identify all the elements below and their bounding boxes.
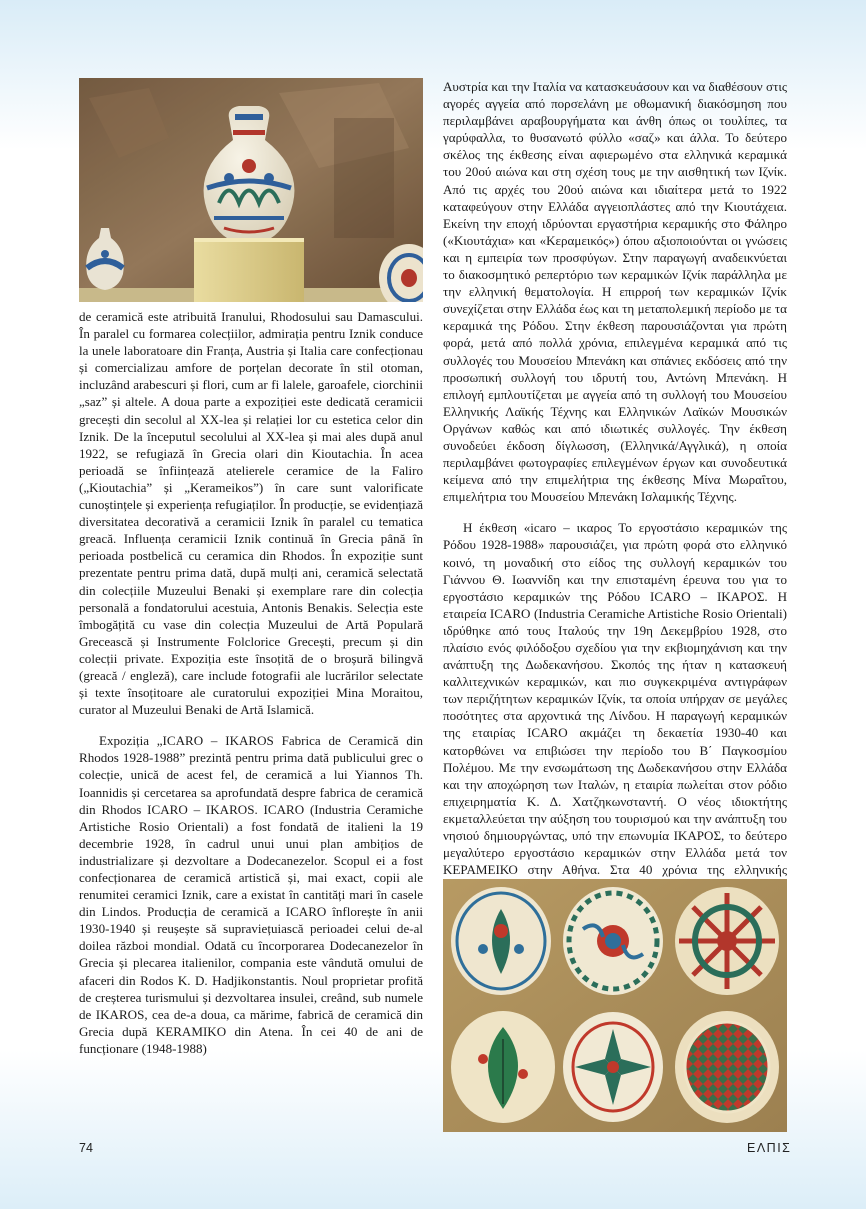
left-paragraph-1: de ceramică este atribuită Iranului, Rhodosului sau Damascului. În paralel cu formarea colecțiilor, admirația pentru Iznik conduce la unele laboratoare din Franța, Austria și Italia care confecționau și comercializau amfore de porțelan decorate în stil otoman, incluzând arabescuri și flori, cum ar fi lalele, garoafele, ciorchinii „saz” și altele. A doua parte a expoziției este dedicată ceramicii grecești din secolul al XX-lea și relației lor cu estetica celor din Iznik. De la începutul secolului al XX-lea și mai ales după anul 1922, se refugiază în Grecia olari din Kioutachia. În acea perioadă se înființează atelierele ceramice de la Faliro („Kioutachia” și „Kerameikos”) în care sunt valorificate cunoștințele și experiența refugiaților. În producție, se evidențiază diversitatea decorativă a ceramicii Iznik în paralel cu tematica greacă. Influența ceramicii Iznik continuă în Grecia până în perioada postbelică cu ceramica din Rhodos. În expoziție sunt prezentate pentru prima dată, după mulți ani, ceramică selectată din colecțiile Muzeului Benaki și exemplare rare din colecția personală a fondatorului acestuia, Antonis Benakis. Selecția este îmbogățită cu vase din colecția Muzeului de Artă Populară Grecească și Instrumente Folclorice Grecești, precum și din colecții private. Expoziția este însoțită de o broșură bilingvă (greacă / engleză), care include fotografii ale lucrărilor selectate și texte însoțitoare ale curatorului expoziției Mina Moraitou, curator al Muzeului Benaki de Artă Islamică. [79, 309, 423, 718]
vase-exhibit-photo [79, 78, 423, 302]
right-text-column [443, 78, 787, 895]
right-paragraph-1: Αυστρία και την Ιταλία να κατασκευάσουν και να διαθέσουν στις αγορές αγγεία από πορσελάνη με οθωμανική διακόσμηση που περιλαμβάνει αραβουργήματα και άνθη όπως οι τουλίπες, τα γαρύφαλλα, το θυσανωτό φύλλο «σαζ» και άλλα. Το δεύτερο σκέλος της έκθεσης είναι αφιερωμένο στα ελληνικά κεραμικά του 20ού αιώνα και στη σχέση τους με την αισθητική των Ιζνίκ. Από τις αρχές του 20ού αιώνα και ιδιαίτερα μετά το 1922 καταφεύγουν στην Ελλάδα αγγειοπλάστες από την Κιουτάχεια. Εκείνη την εποχή ιδρύονται εργαστήρια κεραμικής στο Φάληρο («Κιουτάχια» και «Κεραμεικός») όπου αξιοποιούνται οι γνώσεις και η εμπειρία των προσφύγων. Στην παραγωγή αναδεικνύεται το διακοσμητικό ρεπερτόριο των κεραμικών Ιζνίκ παράλληλα με την ελληνική θεματολογία. Η επιρροή των κεραμικών Ιζνίκ συνεχίζεται στην Ελλάδα έως και τη μεταπολεμική περίοδο με τα κεραμικά της Ρόδου. Στην έκθεση παρουσιάζονται για πρώτη φορά, μετά από πολλά χρόνια, επιλεγμένα κεραμικά από τις συλλογές του Μουσείου Μπενάκη και σπάνιες εκδόσεις από την προσωπική συλλογή του ιδρυτή του, Αντώνη Μπενάκη. Η επιλογή εμπλουτίζεται με αγγεία από τη συλλογή του Μουσείου Ελληνικής Λαϊκής Τέχνης και Ελληνικών Λαϊκών Μουσικών Οργάνων καθώς και από ιδιωτικές συλλογές. Την έκθεση συνοδεύει έκδοση δίγλωσση, (Ελληνικά/Αγγλικά), η οποία περιλαμβάνει φωτογραφίες επιλεγμένων έργων και συνοδευτικά κείμενα από την επιμελήτρια της έκθεσης Μίνα Μωραΐτου, επιμελήτρια του Μουσείου Μπενάκη Ισλαμικής Τέχνης. [443, 79, 787, 505]
right-paragraph-2: Η έκθεση «icaro – ικαρος Το εργοστάσιο κεραμικών της Ρόδου 1928-1988» παρουσιάζει, για πρώτη φορά στο ελληνικό κοινό, τη μοναδική στο είδος της συλλογή κεραμικών του Γιάννου Θ. Ιωαννίδη και την επισταμένη έρευνα του για το εργοστάσιο κεραμικών της Ρόδου ICARO – ΙΚΑΡΟΣ. Η εταιρεία ICARO (Industria Ceramiche Artistiche Rosio Orientali) ιδρύθηκε από τους Ιταλούς την 19η Δεκεμβρίου 1928, στο πλαίσιο ενός φιλόδοξου σχεδίου για την εκβιομηχάνιση και την ανάπτυξη της Δωδεκανήσου. Σκοπός της ήταν η κατασκευή καλλιτεχνικών κεραμικών, και πιο συγκεκριμένα αντιγράφων των περιζήτητων κεραμικών Ιζνίκ, τα οποία υπήρχαν σε μεγάλες ποσότητες στα αρχοντικά της Λίνδου. Η παραγωγή κεραμικών της εταιρίας ICARO ακμάζει τη δεκαετία 1930-40 και κατορθώνει να επιβιώσει την περίοδο του Β΄ Παγκοσμίου Πολέμου. Με την ενσωμάτωση της Δωδεκανήσου στην Ελλάδα και την αποχώρηση των Ιταλών, η εταιρία πωλείται στον ρόδιο επιχειρηματία Κ. Δ. Χατζηκωνσταντή. Ο νέος ιδιοκτήτης εκμεταλλεύεται την αύξηση του τουρισμού και την ανάπτυξη του νησιού δημιουργώντας, υπό την επωνυμία ΙΚΑΡΟΣ, το δεύτερο μεγαλύτερο εργοστάσιο κεραμικών στην Ελλάδα μετά τον ΚΕΡΑΜΕΙΚΟ στην Αθήνα. Στα 40 χρόνια της ελληνικής [443, 520, 787, 878]
left-text-column [79, 308, 423, 1057]
left-paragraph-2: Expoziția „ICARO – IKAROS Fabrica de Ceramică din Rhodos 1928-1988” prezintă pentru prima dată publicului grec o colecție, unică de acest fel, de ceramică a lui Yiannos Th. Ioannidis și cercetarea sa aprofundată despre fabrica de ceramică din Rhodos ICARO – IKAROS. ICARO (Industria Ceramiche Artistiche Rosio Orientali) a fost fondată de italieni la 19 decembrie 1928, în cadrul unui unui plan ambițios de industrializare și dezvoltare a Dodecanezelor. Scopul ei a fost confecționarea de ceramică artistică și, mai exact, copii ale renumitei ceramici Iznik, care a existat în cantități mari în casele din Lindos. Producția de ceramică a ICARO înflorește în anii 1930-1940 și reușește să supraviețuiască perioadei celui de-al doilea război mondial. Odată cu încorporarea Dodecanezelor în Grecia și plecarea italienilor, compania este vândută omului de afaceri din Rodos K. D. Hadjikonstantis. Noul proprietar profită de creșterea turismului și dezvoltarea insulei, creând, sub numele de IKAROS, cea de-a doua, ca mărime, fabrică de ceramică din Grecia după KERAMIKO din Atena. În cei 40 de ani de funcționare (1948-1988) [79, 733, 423, 1056]
page-number: 74 [79, 1141, 93, 1155]
magazine-name: ΕΛΠΙΣ [747, 1141, 792, 1155]
plates-photo [443, 879, 787, 1132]
